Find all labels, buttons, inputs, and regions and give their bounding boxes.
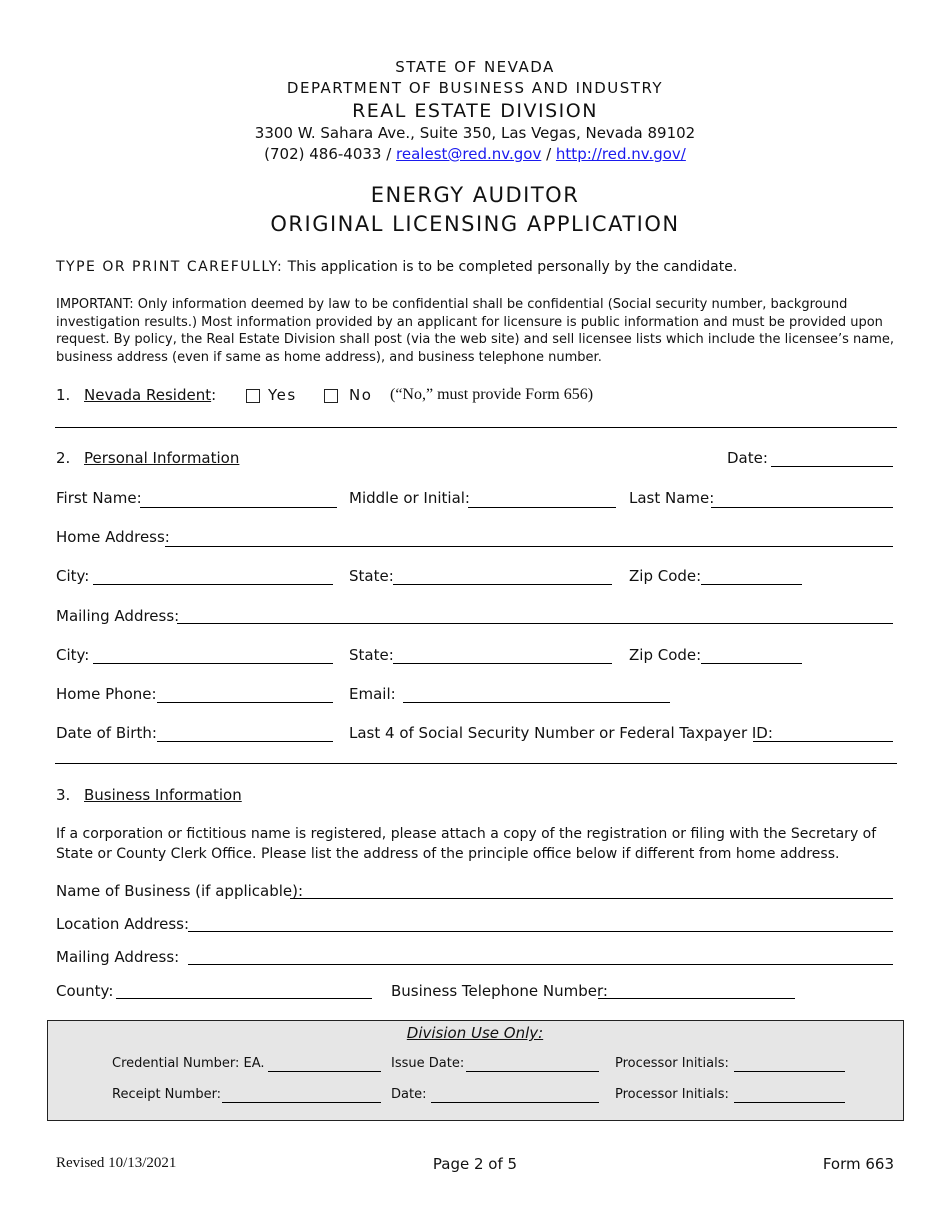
business-mailing-address-label: Mailing Address: [56, 948, 180, 966]
important-notice: IMPORTANT: Only information deemed by law to be confidential shall be confidential (Social security number, background investigation results.) Most information provided by an applicant for licensure is public information and must be provided upon request. By policy, the Real Estate Division shall post (via the web site) and sell licensee lists which include the licensee’s name, business address (even if same as home address), and business telephone number. [56, 297, 895, 365]
date-of-birth-label: Date of Birth: [56, 724, 157, 742]
city-field[interactable] [93, 584, 333, 585]
processor-initials-field-2[interactable] [734, 1102, 845, 1103]
footer-page: Page 2 of 5 [432, 1155, 518, 1173]
email-label: Email: [349, 685, 396, 703]
section2-number: 2. [56, 449, 71, 467]
business-description: If a corporation or fictitious name is registered, please attach a copy of the registration or filing with the Secretary of State or County Clerk Office. Please list the address of the principle office below if different from home address. [56, 826, 877, 862]
business-phone-field[interactable] [598, 998, 795, 999]
issue-date-field[interactable] [466, 1071, 599, 1072]
header-state: STATE OF NEVADA [395, 58, 555, 76]
resident-note: (“No,” must provide Form 656) [390, 386, 594, 403]
middle-initial-field[interactable] [468, 507, 616, 508]
credential-number-field[interactable] [268, 1071, 381, 1072]
mailing-city-field[interactable] [93, 663, 333, 664]
yes-checkbox[interactable] [246, 389, 260, 403]
business-name-label: Name of Business (if applicable): [56, 882, 304, 900]
ssn-field[interactable] [753, 741, 893, 742]
section3-number: 3. [56, 786, 71, 804]
division-use-title: Division Use Only: [406, 1024, 544, 1042]
no-label: No [349, 386, 373, 404]
home-phone-field[interactable] [157, 702, 333, 703]
city-label: City: [56, 567, 90, 585]
last-name-label: Last Name: [629, 489, 715, 507]
home-phone-label: Home Phone: [56, 685, 157, 703]
yes-label: Yes [268, 386, 297, 404]
receipt-number-label: Receipt Number: [112, 1087, 222, 1102]
footer-form: Form 663 [822, 1155, 894, 1173]
processor-initials-field[interactable] [734, 1071, 845, 1072]
ssn-label: Last 4 of Social Security Number or Federal Taxpayer ID: [349, 724, 773, 742]
zip-code-label: Zip Code: [629, 646, 702, 664]
business-information-title: Business Information [84, 786, 242, 804]
website-link[interactable]: http://red.nv.gov/ [555, 145, 686, 163]
state-label: State: [349, 567, 394, 585]
last-name-field[interactable] [711, 507, 893, 508]
division-date-field[interactable] [431, 1102, 599, 1103]
personal-information-title: Personal Information [84, 449, 240, 467]
title-line2: ORIGINAL LICENSING APPLICATION [270, 212, 680, 236]
separator: / [381, 145, 397, 163]
date-label: Date: [727, 449, 768, 467]
mailing-address-label: Mailing Address: [56, 607, 180, 625]
state-field[interactable] [393, 584, 612, 585]
header-division: REAL ESTATE DIVISION [352, 100, 598, 122]
issue-date-label: Issue Date: [391, 1056, 465, 1071]
zip-code-field[interactable] [701, 584, 802, 585]
first-name-label: First Name: [56, 489, 142, 507]
county-label: County: [56, 982, 114, 1000]
business-name-field[interactable] [290, 898, 893, 899]
type-label: TYPE OR PRINT CAREFULLY: [56, 259, 284, 275]
receipt-number-field[interactable] [222, 1102, 381, 1103]
business-phone-label: Business Telephone Number: [391, 982, 608, 1000]
separator: / [541, 145, 556, 163]
header-department: DEPARTMENT OF BUSINESS AND INDUSTRY [286, 79, 664, 97]
date-of-birth-field[interactable] [157, 741, 333, 742]
zip-code-label: Zip Code: [629, 567, 702, 585]
type-text: This application is to be completed personally by the candidate. [283, 259, 738, 275]
first-name-field[interactable] [140, 507, 337, 508]
nevada-resident-label: Nevada Resident: [84, 386, 217, 404]
mailing-state-field[interactable] [393, 663, 612, 664]
processor-initials-label: Processor Initials: [615, 1056, 729, 1071]
mailing-zip-code-field[interactable] [701, 663, 802, 664]
credential-number-label: Credential Number: EA. [112, 1056, 265, 1071]
section1-number: 1. [56, 386, 71, 404]
email-field[interactable] [403, 702, 670, 703]
mailing-address-field[interactable] [177, 623, 893, 624]
date-field[interactable] [771, 466, 893, 467]
divider [55, 763, 897, 764]
footer-revised: Revised 10/13/2021 [56, 1155, 177, 1171]
header-address: 3300 W. Sahara Ave., Suite 350, Las Vegas, Nevada 89102 [254, 124, 696, 142]
location-address-field[interactable] [188, 931, 893, 932]
home-address-label: Home Address: [56, 528, 170, 546]
title-line1: ENERGY AUDITOR [370, 183, 580, 207]
processor-initials-label-2: Processor Initials: [615, 1087, 729, 1102]
city-label: City: [56, 646, 90, 664]
business-mailing-address-field[interactable] [188, 964, 893, 965]
county-field[interactable] [116, 998, 372, 999]
header-phone: (702) 486-4033 [264, 145, 382, 163]
state-label: State: [349, 646, 394, 664]
division-date-label: Date: [391, 1087, 427, 1102]
location-address-label: Location Address: [56, 915, 190, 933]
email-link[interactable]: realest@red.nv.gov [396, 145, 542, 163]
divider [55, 427, 897, 428]
home-address-field[interactable] [165, 546, 893, 547]
header-contact [0, 145, 950, 163]
no-checkbox[interactable] [324, 389, 338, 403]
type-or-print-instruction [56, 259, 737, 275]
middle-initial-label: Middle or Initial: [349, 489, 470, 507]
